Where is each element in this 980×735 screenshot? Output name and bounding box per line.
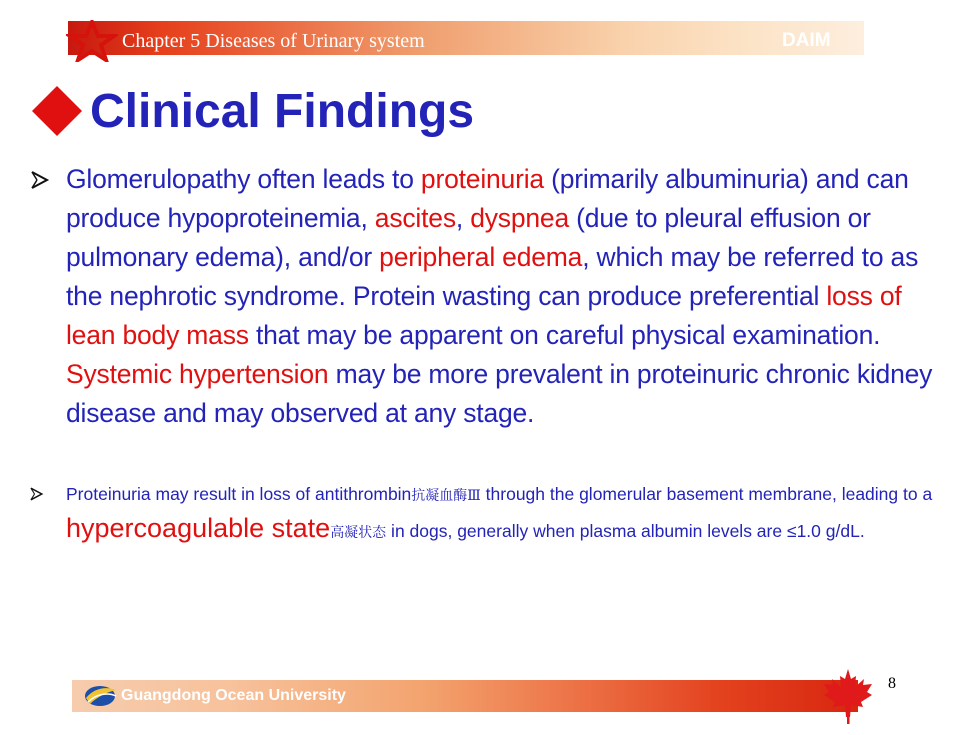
highlight-dyspnea: dyspnea (470, 203, 569, 233)
text-segment: (due to pleural effusion or pulmonary edema), and/or (66, 203, 871, 272)
highlight-ascites: ascites (374, 203, 456, 233)
diamond-bullet-icon (30, 84, 84, 138)
text-segment: Glomerulopathy often leads to (66, 164, 421, 194)
text-segment: (primarily albuminuria) and can produce hypoproteinemia, (66, 164, 909, 233)
text-segment: that may be apparent on careful physical examination. (248, 320, 881, 350)
text-segment: , which may be referred to as the nephrotic syndrome. Protein wasting can produce preferential (66, 242, 919, 311)
highlight-proteinuria: proteinuria (420, 164, 544, 194)
text-segment: in dogs, generally when plasma albumin levels are ≤1.0 g/dL. (386, 521, 865, 541)
chinese-annotation: 抗凝血酶Ⅲ (411, 488, 481, 504)
chinese-annotation: 高凝状态 (330, 525, 387, 541)
highlight-peripheral-edema: peripheral edema (379, 242, 583, 272)
arrow-bullet-icon (28, 486, 44, 502)
highlight-systemic-hypertension: Systemic hypertension (66, 359, 329, 389)
text-segment: Proteinuria may result in loss of antithrombin (66, 484, 412, 504)
highlight-lean-body-mass: loss of lean body mass (66, 281, 902, 350)
star-icon (66, 20, 118, 62)
bullet-paragraph-1 (66, 160, 946, 433)
university-name: Guangdong Ocean University (121, 687, 346, 704)
arrow-bullet-icon (28, 169, 50, 191)
text-segment: through the glomerular basement membrane, leading to a (480, 484, 933, 504)
chapter-title: Chapter 5 Diseases of Urinary system (122, 30, 425, 52)
page-number: 8 (888, 675, 896, 692)
slide-title: Clinical Findings (90, 85, 475, 138)
maple-leaf-icon (820, 665, 876, 725)
text-segment: may be more prevalent in proteinuric chronic kidney disease and may observed at any stage. (66, 359, 933, 428)
text-segment: , (455, 203, 471, 233)
university-logo-icon (80, 680, 120, 710)
bullet-paragraph-2 (66, 478, 946, 549)
highlight-hypercoagulable-state: hypercoagulable state (66, 513, 331, 543)
header-tag: DAIM (782, 30, 831, 51)
